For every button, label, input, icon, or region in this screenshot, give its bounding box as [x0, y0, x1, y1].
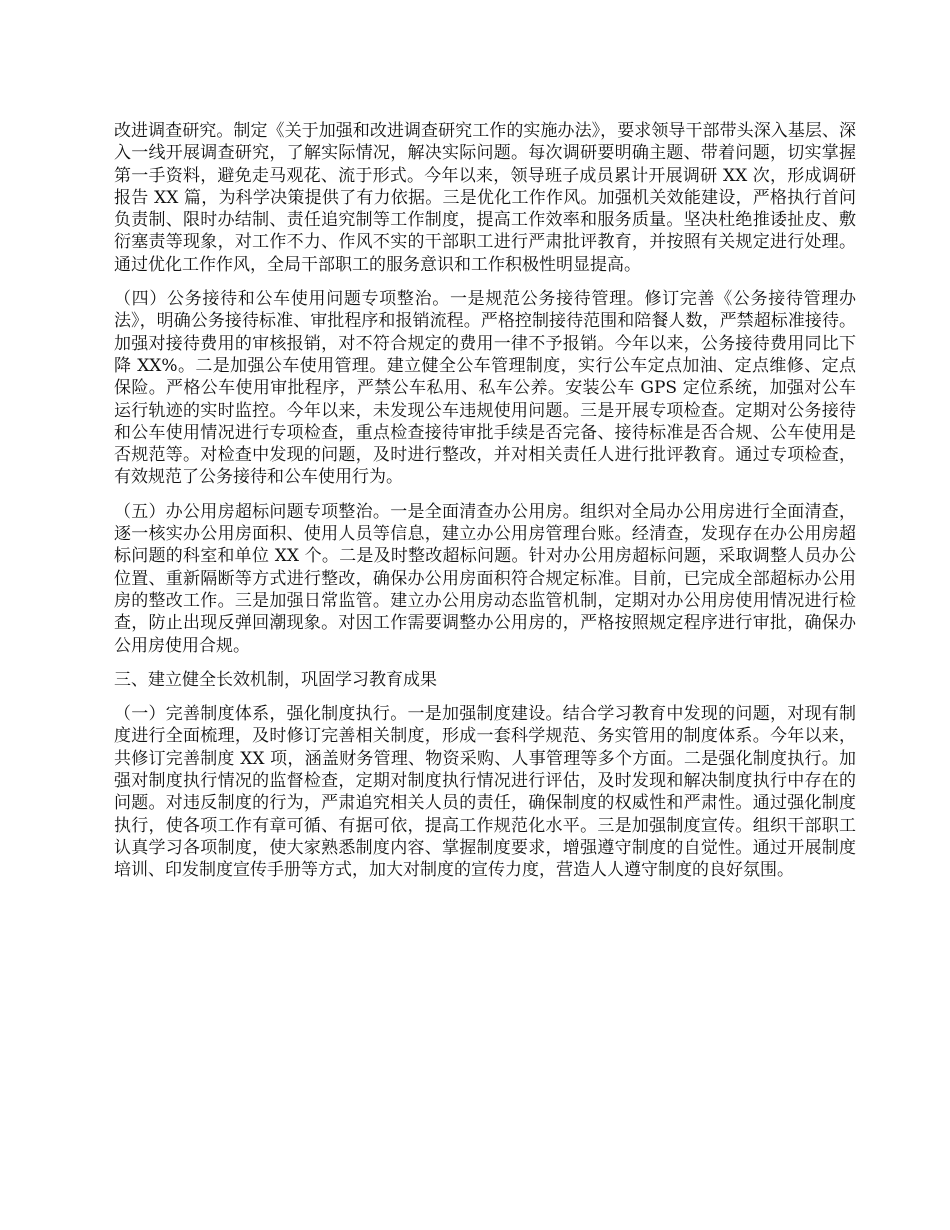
paragraph-institution-system: （一）完善制度体系，强化制度执行。一是加强制度建设。结合学习教育中发现的问题，对现有制度进行全面梳理，及时修订完善相关制度，形成一套科学规范、务实管用的制度体系。今年以来，共修订完善制度 XX 项，涵盖财务管理、物资采购、人事管理等多个方面。二是强化制度执行。加强对制度执行情况的监督检查，定期对制度执行情况进行评估，及时发现和解决制度执行中存在的问题。对违反制度的行为，严肃追究相关人员的责任，确保制度的权威性和严肃性。通过强化制度执行，使各项工作有章可循、有据可依，提高工作规范化水平。三是加强制度宣传。组织干部职工认真学习各项制度，使大家熟悉制度内容、掌握制度要求，增强遵守制度的自觉性。通过开展制度培训、印发制度宣传手册等方式，加大对制度的宣传力度，营造人人遵守制度的良好氛围。	[114, 704, 856, 881]
paragraph-work-style: 改进调查研究。制定《关于加强和改进调查研究工作的实施办法》，要求领导干部带头深入基层、深入一线开展调查研究，了解实际情况，解决实际问题。每次调研要明确主题、带着问题，切实掌握第一手资料，避免走马观花、流于形式。今年以来，领导班子成员累计开展调研 XX 次，形成调研报告 XX 篇，为科学决策提供了有力依据。三是优化工作作风。加强机关效能建设，严格执行首问负责制、限时办结制、责任追究制等工作制度，提高工作效率和服务质量。坚决杜绝推诿扯皮、敷衍塞责等现象，对工作不力、作风不实的干部职工进行严肃批评教育，并按照有关规定进行处理。通过优化工作作风，全局干部职工的服务意识和工作积极性明显提高。	[114, 121, 856, 275]
document-page	[114, 120, 856, 894]
paragraph-office-space: （五）办公用房超标问题专项整治。一是全面清查办公用房。组织对全局办公用房进行全面清查，逐一核实办公用房面积、使用人员等信息，建立办公用房管理台账。经清查，发现存在办公用房超标问题的科室和单位 XX 个。二是及时整改超标问题。针对办公用房超标问题，采取调整人员办公位置、重新隔断等方式进行整改，确保办公用房面积符合规定标准。目前，已完成全部超标办公用房的整改工作。三是加强日常监管。建立办公用房动态监管机制，定期对办公用房使用情况进行检查，防止出现反弹回潮现象。对因工作需要调整办公用房的，严格按照规定程序进行审批，确保办公用房使用合规。	[114, 501, 856, 656]
section-heading: 三、建立健全长效机制，巩固学习教育成果	[114, 669, 437, 690]
paragraph-reception-and-vehicles: （四）公务接待和公车使用问题专项整治。一是规范公务接待管理。修订完善《公务接待管理办法》，明确公务接待标准、审批程序和报销流程。严格控制接待范围和陪餐人数，严禁超标准接待。加强对接待费用的审核报销，对不符合规定的费用一律不予报销。今年以来，公务接待费用同比下降 XX%。二是加强公车使用管理。建立健全公车管理制度，实行公车定点加油、定点维修、定点保险。严格公车使用审批程序，严禁公车私用、私车公养。安装公车 GPS 定位系统，加强对公车运行轨迹的实时监控。今年以来，未发现公车违规使用问题。三是开展专项检查。定期对公务接待和公车使用情况进行专项检查，重点检查接待审批手续是否完备、接待标准是否合规、公车使用是否规范等。对检查中发现的问题，及时进行整改，并对相关责任人进行批评教育。通过专项检查，有效规范了公务接待和公车使用行为。	[114, 289, 856, 488]
